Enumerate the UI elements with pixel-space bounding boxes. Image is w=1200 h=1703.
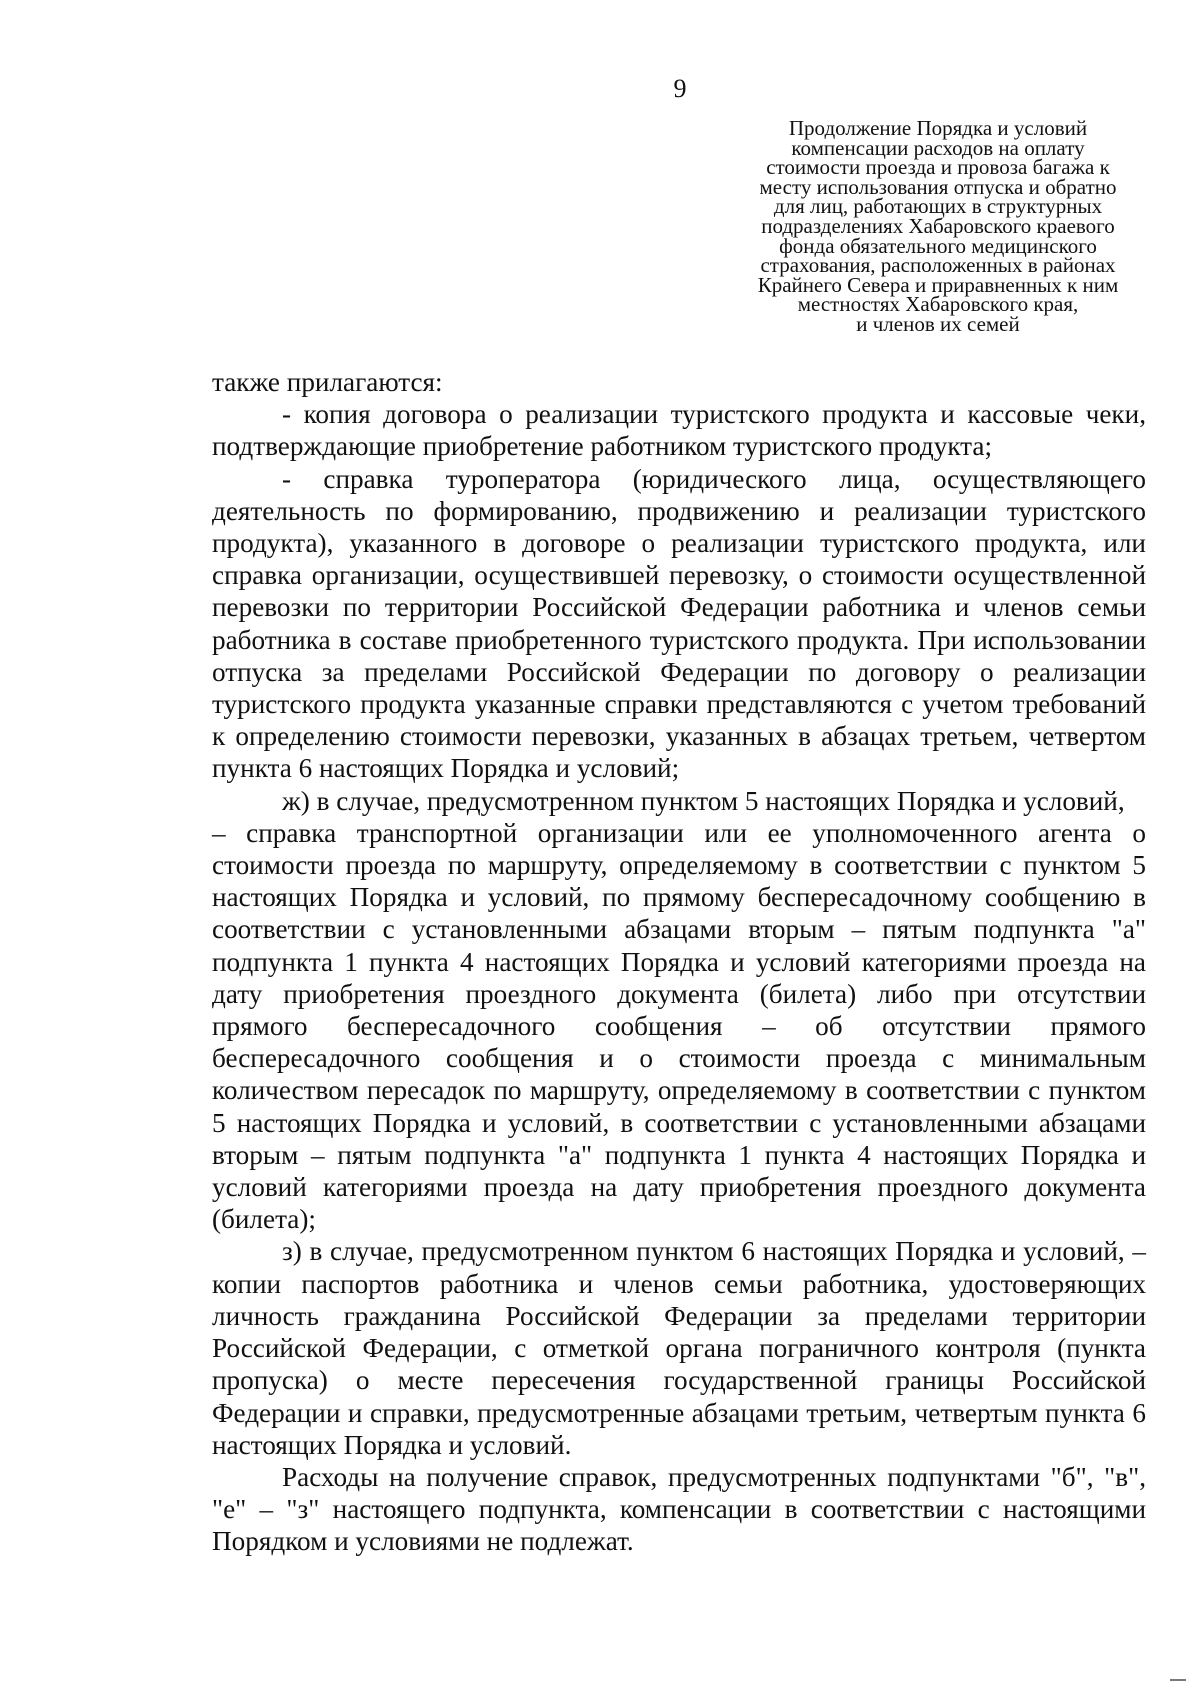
paragraph-intro: также прилагаются: [212,367,443,397]
paragraph-item-zh: ж) в случае, предусмотренном пунктом 5 настоящих Порядка и условий, [282,785,1125,816]
header-line: Крайнего Севера и приравненных к ним [757,272,1119,297]
header-line: месту использования отпуска и обратно [759,174,1117,199]
header-line: местностях Хабаровского края, [797,292,1079,317]
paragraph-expenses-note: Расходы на получение справок, предусмотренных подпунктами "б", "в", "е" – "з" настоящего подпункта, компенсации в соответствии с настоящими Порядком и условиями не подлежат. [212,1461,1146,1557]
document-body [212,366,1146,1558]
paragraph-contract-copy: - копия договора о реализации туристского продукта и кассовые чеки, подтверждающие приобретение работником туристского продукта; [212,399,1146,462]
paragraph-tour-operator-certificate: - справка туроператора (юридического лица, осуществляющего деятельность по формированию, продвижению и реализации туристского продукта), указанного в договоре о реализации туристского продукта, или справка организации, осуществившей перевозку, о стоимости осуществленной перевозки по территории Российской Федерации работника и членов семьи работника в составе приобретенного туристского продукта. При использовании отпуска за пределами Российской Федерации по договору о реализации туристского продукта указанные справки представляются с учетом требований к определению стоимости перевозки, указанных в абзацах третьем, четвертом пункта 6 настоящих Порядка и условий; [212,463,1146,784]
paragraph-item-z: з) в случае, предусмотренном пунктом 6 настоящих Порядка и условий, – копии паспортов работника и членов семьи работника, удостоверяющих личность гражданина Российской Федерации за пределами территории Российской Федерации, с отметкой органа пограничного контроля (пункта пропуска) о месте пересечения государственной границы Российской Федерации и справки, предусмотренные абзацами третьим, четвертым пункта 6 настоящих Порядка и условий. [212,1236,1146,1460]
header-line: подразделениях Хабаровского краевого [761,213,1115,238]
paragraph-transport-certificate: – справка транспортной организации или ее уполномоченного агента о стоимости проезда по маршруту, определяемому в соответствии с пунктом 5 настоящих Порядка и условий, по прямому беспересадочному сообщению в соответствии с установленными абзацами вторым – пятым подпункта "а" подпункта 1 пункта 4 настоящих Порядка и условий категориями проезда на дату приобретения проездного документа (билета) либо при отсутствии прямого беспересадочного сообщения – об отсутствии прямого беспересадочного сообщения и о стоимости проезда с минимальным количеством пересадок по маршруту, определяемому в соответствии с пунктом 5 настоящих Порядка и условий, в соответствии с установленными абзацами вторым – пятым подпункта "а" подпункта 1 пункта 4 настоящих Порядка и условий категориями проезда на дату приобретения проездного документа (билета); [212,817,1146,1235]
header-line: Продолжение Порядка и условий [788,116,1088,140]
header-line: страхования, расположенных в районах [760,253,1116,278]
header-line: стоимости проезда и провоза багажа к [766,155,1110,180]
header-line: и членов их семей [856,311,1020,336]
scan-artifact [1170,1679,1186,1681]
page-number: 9 [673,74,687,103]
document-header [728,116,1148,336]
header-line: для лиц, работающих в структурных [773,194,1103,219]
header-line: компенсации расходов на оплату [791,135,1085,160]
header-line: фонда обязательного медицинского [779,233,1097,258]
